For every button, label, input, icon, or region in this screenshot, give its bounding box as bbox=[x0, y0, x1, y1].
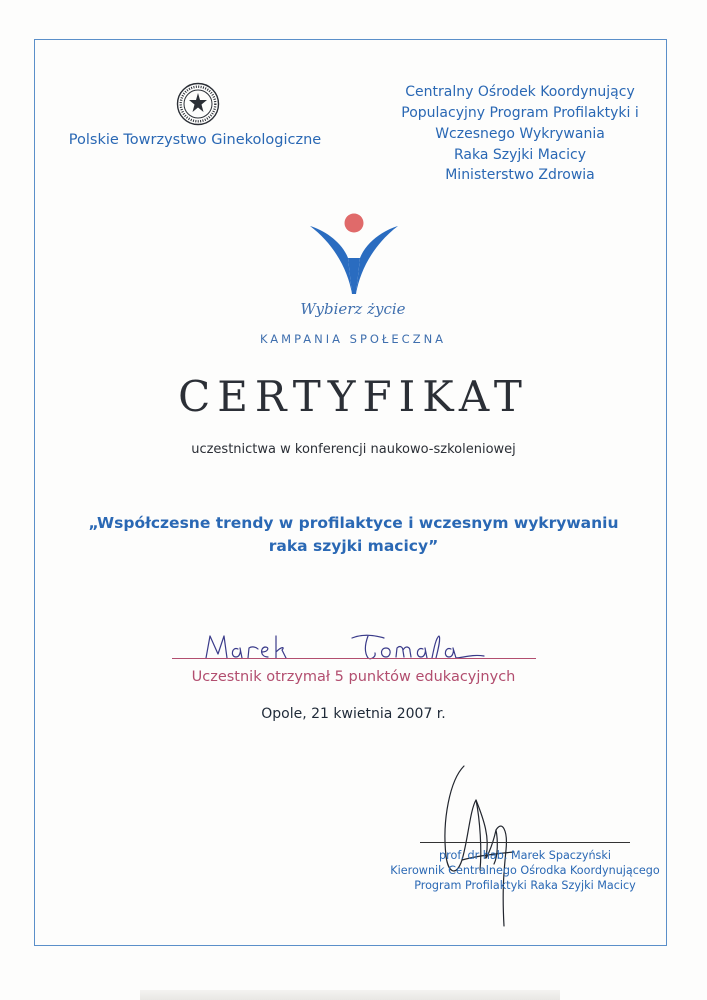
ministry-name: Ministerstwo Zdrowia bbox=[445, 167, 595, 183]
signer-program: Program Profilaktyki Raka Szyjki Macicy bbox=[414, 879, 636, 892]
certificate-title: CERTYFIKAT bbox=[178, 372, 529, 421]
organization-line: Raka Szyjki Macicy bbox=[454, 147, 586, 163]
signer-name: prof. dr hab. Marek Spaczyński bbox=[439, 849, 611, 862]
organization-line: Wczesnego Wykrywania bbox=[435, 126, 605, 142]
certificate-subtitle: uczestnictwa w konferencji naukowo-szkoleniowej bbox=[191, 442, 516, 457]
campaign-figure-logo bbox=[304, 210, 404, 298]
organization-line: Populacyjny Program Profilaktyki i bbox=[401, 105, 639, 121]
participant-name-line bbox=[172, 658, 536, 659]
campaign-slogan: Wybierz życie bbox=[300, 300, 406, 318]
organization-line: Centralny Ośrodek Koordynujący bbox=[405, 84, 635, 100]
signer-title: Kierownik Centralnego Ośrodka Koordynującego bbox=[390, 864, 660, 877]
signature-line bbox=[420, 842, 630, 843]
conference-title-line: „Współczesne trendy w profilaktyce i wczesnym wykrywaniu bbox=[88, 514, 619, 532]
society-seal-icon bbox=[176, 82, 220, 126]
signer-block bbox=[380, 848, 670, 893]
place-date: Opole, 21 kwietnia 2007 r. bbox=[261, 706, 446, 722]
campaign-label: KAMPANIA SPOŁECZNA bbox=[259, 332, 447, 346]
handwritten-signature bbox=[436, 760, 526, 928]
conference-title-line: raka szyjki macicy” bbox=[268, 537, 439, 555]
society-name: Polskie Towrzystwo Ginekologiczne bbox=[68, 132, 322, 148]
organization-name bbox=[380, 82, 660, 166]
education-points-text: Uczestnik otrzymał 5 punktów edukacyjnych bbox=[191, 669, 516, 685]
conference-title bbox=[60, 512, 647, 558]
scan-edge bbox=[140, 990, 560, 1000]
